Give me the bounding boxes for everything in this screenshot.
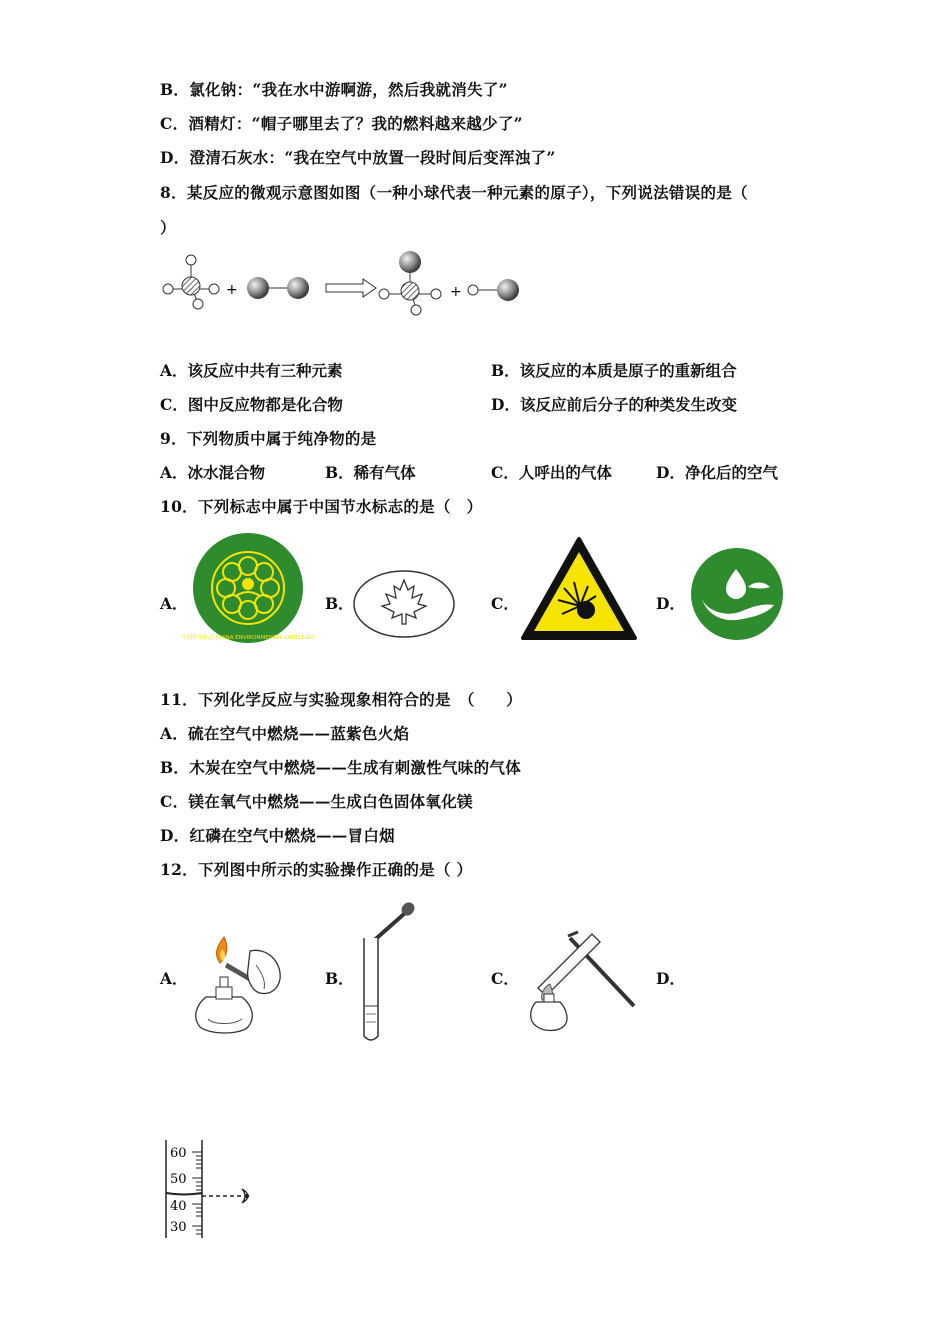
q11-option-c: C．镁在氧气中燃烧——生成白色固体氧化镁 <box>160 792 473 811</box>
q12-label-b: B． <box>325 969 354 988</box>
q8-option-d: D．该反应前后分子的种类发生改变 <box>491 395 737 414</box>
q11-option-b: B．木炭在空气中燃烧——生成有刺激性气味的气体 <box>160 758 522 777</box>
q11-stem: 11．下列化学反应与实验现象相符合的是 （ ） <box>160 690 523 709</box>
q9-option-a: A．冰水混合物 <box>160 463 266 482</box>
q11-option-d: D．红磷在空气中燃烧——冒白烟 <box>160 826 395 845</box>
svg-text:+: + <box>226 282 238 298</box>
q9-option-b: B．稀有气体 <box>325 463 416 482</box>
heating-test-tube-figure <box>518 928 640 1040</box>
tick-60: 60 <box>170 1146 187 1161</box>
maple-leaf-logo <box>352 568 456 640</box>
q11-option-a: A．硫在空气中燃烧——蓝紫色火焰 <box>160 724 410 743</box>
tick-30: 30 <box>170 1220 187 1235</box>
q8-option-b: B．该反应的本质是原子的重新组合 <box>491 361 737 380</box>
q10-label-a: A． <box>160 594 188 613</box>
q12-label-d: D． <box>656 969 685 988</box>
q9-stem: 9．下列物质中属于纯净物的是 <box>160 429 377 448</box>
q10-label-b: B． <box>325 594 354 613</box>
q8-stem-end: ） <box>160 218 176 237</box>
reaction-diagram <box>158 248 528 318</box>
q10-label-c: C． <box>491 594 519 613</box>
q7-option-c: C．酒精灯：“帽子哪里去了？我的燃料越来越少了” <box>160 114 523 133</box>
q12-label-a: A． <box>160 969 188 988</box>
water-saving-logo <box>690 547 784 641</box>
q9-option-c: C．人呼出的气体 <box>491 463 612 482</box>
q10-label-d: D． <box>656 594 685 613</box>
tick-50: 50 <box>170 1172 187 1187</box>
q10-stem: 10．下列标志中属于中国节水标志的是（ ） <box>160 497 483 516</box>
svg-text:+: + <box>450 284 462 300</box>
q12-label-c: C． <box>491 969 519 988</box>
q12-stem: 12．下列图中所示的实验操作正确的是（ ） <box>160 860 473 879</box>
q9-option-d: D．净化后的空气 <box>656 463 778 482</box>
logo-text: 中国环境标志 CHINA ENVIRONMENTAL LABELLING <box>181 635 315 641</box>
q8-option-c: C．图中反应物都是化合物 <box>160 395 343 414</box>
environmental-label-logo <box>181 532 315 644</box>
q7-option-b: B．氯化钠：“我在水中游啊游，然后我就消失了” <box>160 80 508 99</box>
explosive-warning-sign <box>520 536 638 642</box>
q8-option-a: A．该反应中共有三种元素 <box>160 361 343 380</box>
lighting-alcohol-lamp-figure <box>186 935 286 1043</box>
q8-stem: 8．某反应的微观示意图如图（一种小球代表一种元素的原子），下列说法错误的是（ <box>160 183 748 202</box>
dropper-test-tube-figure <box>356 898 420 1044</box>
tick-40: 40 <box>170 1199 187 1214</box>
q7-option-d: D．澄清石灰水：“我在空气中放置一段时间后变浑浊了” <box>160 148 556 167</box>
graduated-cylinder-figure <box>160 1138 270 1240</box>
